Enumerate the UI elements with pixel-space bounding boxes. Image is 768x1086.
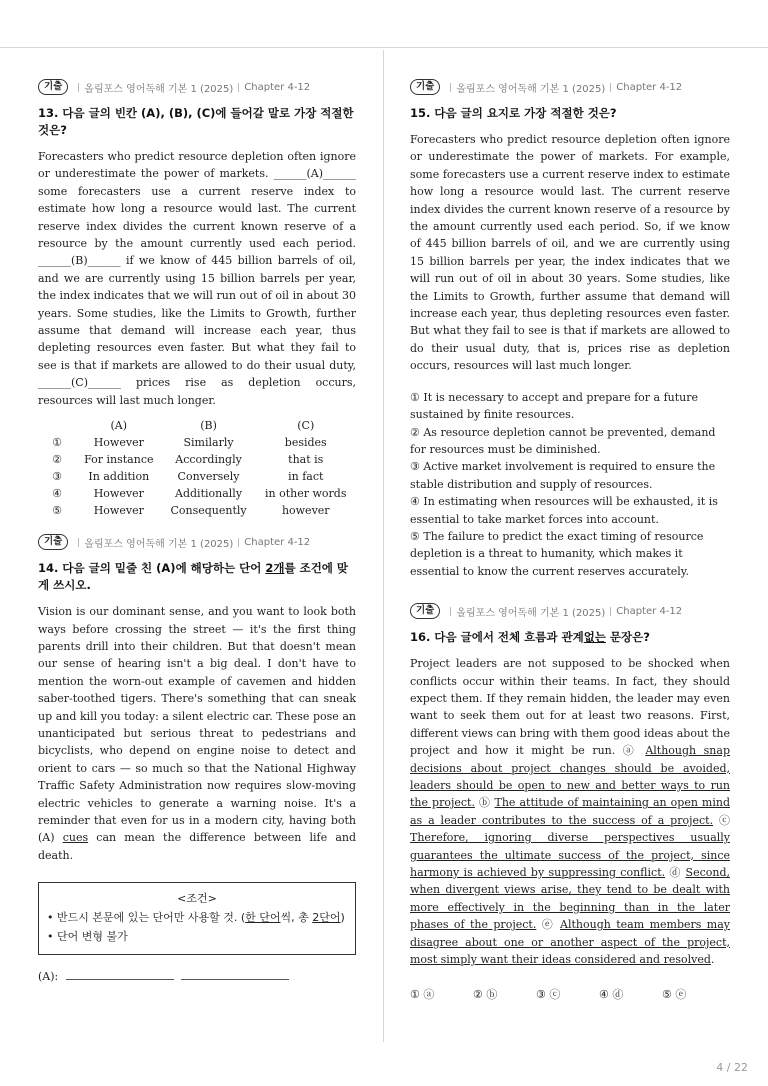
source-book: 올림포스 영어독해 기본 1 (2025) xyxy=(84,83,234,95)
source-line xyxy=(38,78,356,96)
sentence-c: Therefore, ignoring diverse perspectives usually guarantees the ultimate success of the project, since harmony is achieved by suppressing conflict. xyxy=(410,831,730,880)
sentence-d: Second, when divergent views arise, they tend to be dealt with more effectively in the beginning than in the later phases of the project. xyxy=(410,866,730,932)
marker-e: ⓔ xyxy=(541,918,555,932)
answer-option-1[interactable]: ① ⓐ xyxy=(410,988,435,1002)
source-tag: 기출 xyxy=(38,534,68,550)
separator xyxy=(78,83,79,92)
sentence-b: The attitude of maintaining an open mind as a leader contributes to the success of a project. xyxy=(410,796,730,827)
separator xyxy=(610,607,611,616)
marker-c: ⓒ xyxy=(719,813,730,827)
condition-title: <조건> xyxy=(177,892,217,906)
passage: Vision is our dominant sense, and you want to look both ways before crossing the street — it's the first thing parents drill into their children. But that doesn't mean our sense of hearing isn't a big deal. I don't have to mention the worn-out example of cavemen and hidden saber-toothed tigers. There's something that can sneak up and kill you today: a silent electric car. These pose an unanticipated but serious threat to pedestrians and bicyclists, who depend on engine noise to detect and orient to cars — so much so that the National Highway Traffic Safety Administration now requires slow-moving electric vehicles to generate a warning noise. It's a reminder that even for us in a modern city, having both (A) cues can mean the difference between life and death. xyxy=(38,605,357,862)
condition-line-1: • 반드시 본문에 있는 단어만 사용할 것. (한 단어씩, 총 2단어) xyxy=(47,911,345,925)
source-line xyxy=(410,602,730,620)
source-book: 올림포스 영어독해 기본 1 (2025) xyxy=(84,538,234,550)
answer-area xyxy=(38,969,356,983)
source-chapter: Chapter 4-12 xyxy=(244,81,311,93)
option-2[interactable]: ② As resource depletion cannot be prevented, demand for resources must be diminished. xyxy=(410,425,716,456)
option-5[interactable]: ⑤ The failure to predict the exact timing of resource depletion is a threat to humanity, which makes it essential to know the current reserves accurately. xyxy=(410,529,704,578)
answer-blank-1[interactable] xyxy=(66,969,174,980)
question-title: 14. 다음 글의 밑줄 친 (A)에 해당하는 단어 2개를 조건에 맞게 쓰시오. xyxy=(38,561,349,593)
option-4[interactable]: ④ In estimating when resources will be exhausted, it is essential to take market forces into account. xyxy=(410,495,718,526)
marker-a: ⓐ xyxy=(622,744,638,758)
header-c: (C) xyxy=(297,419,315,433)
answer-option-4[interactable]: ④ ⓓ xyxy=(599,988,624,1002)
separator xyxy=(450,607,451,616)
source-chapter: Chapter 4-12 xyxy=(244,536,311,548)
answer-option-2[interactable]: ② ⓑ xyxy=(473,988,498,1002)
answer-label: (A): xyxy=(38,970,59,984)
choice-row[interactable]: ③ In addition Conversely in fact xyxy=(52,470,324,484)
condition-line-2: • 단어 변형 불가 xyxy=(47,930,128,944)
option-3[interactable]: ③ Active market involvement is required to ensure the stable distribution and supply of resources. xyxy=(410,460,716,491)
question-title: 15. 다음 글의 요지로 가장 적절한 것은? xyxy=(410,106,617,120)
passage: Forecasters who predict resource depletion often ignore or underestimate the power of markets. For example, some forecasters use a current reserve index to estimate how long a resource would last. The current reserve index divides the current known reserve of a resource by the amount currently used each period. So, if we know of 445 billion barrels of oil, and we are currently using 15 billion barrels per year, the index indicates that we will run out of oil in about 30 years. Some studies, like the Limits to Growth, further assume that demand will increase each year, thus depleting resources even faster. But what they fail to see is that if markets are allowed to do their usual duty, that is, prices rise as depletion occurs, resources will last much longer. xyxy=(410,133,730,373)
separator xyxy=(78,538,79,547)
answer-options xyxy=(410,986,730,1002)
source-chapter: Chapter 4-12 xyxy=(616,81,683,93)
source-tag: 기출 xyxy=(410,79,440,95)
separator xyxy=(450,83,451,92)
source-line xyxy=(410,78,730,96)
marker-b: ⓑ xyxy=(478,796,491,810)
choice-header xyxy=(38,417,356,434)
sentence-a: Although snap decisions about project changes should be avoided, leaders should be open to new and better ways to run the project. xyxy=(410,744,730,810)
marker-d: ⓓ xyxy=(669,866,682,880)
choice-row[interactable]: ⑤ However Consequently however xyxy=(52,504,330,518)
source-chapter: Chapter 4-12 xyxy=(616,605,683,617)
answer-option-5[interactable]: ⑤ ⓔ xyxy=(662,988,687,1002)
option-list xyxy=(410,389,730,580)
header-b: (B) xyxy=(200,419,217,433)
separator xyxy=(238,538,239,547)
left-column xyxy=(38,78,356,997)
header-a: (A) xyxy=(110,419,128,433)
separator xyxy=(610,83,611,92)
header-rule xyxy=(0,47,768,48)
condition-box xyxy=(38,882,356,955)
choice-row[interactable]: ④ However Additionally in other words xyxy=(52,487,347,501)
question-15 xyxy=(410,78,730,580)
source-tag: 기출 xyxy=(410,603,440,619)
passage: Project leaders are not supposed to be shocked when conflicts occur within their teams. In fact, they should expect them. If they remain hidden, the leader may even want to seek them out for at least two reasons. First, different views can bring with them good ideas about the project and how it might be run. ⓐ Although snap decisions about project changes should be avoided, leaders should be open to new and better ways to run the project. ⓑ The attitude of maintaining an open mind as a leader contributes to the success of a project. ⓒ Therefore, ignoring diverse perspectives usually guarantees the ultimate success of the project, since harmony is achieved by suppressing conflict. ⓓ Second, when divergent views arise, they tend to be dealt with more effectively in the beginning than in the later phases of the project. ⓔ Although team members may disagree about one or another aspect of the project, most simply want their ideas considered and resolved. xyxy=(410,657,730,967)
option-1[interactable]: ① It is necessary to accept and prepare for a future sustained by finite resources. xyxy=(410,390,699,422)
answer-blank-2[interactable] xyxy=(181,969,289,980)
question-14 xyxy=(38,533,356,983)
answer-option-3[interactable]: ③ ⓒ xyxy=(536,988,561,1002)
question-title: 13. 다음 글의 빈칸 (A), (B), (C)에 들어갈 말로 가장 적절한 것은? xyxy=(38,106,354,137)
question-13 xyxy=(38,78,356,519)
right-column xyxy=(410,78,730,1016)
choice-row[interactable]: ② For instance Accordingly that is xyxy=(52,453,324,467)
question-title: 16. 다음 글에서 전체 흐름과 관계없는 문장은? xyxy=(410,630,650,645)
source-book: 올림포스 영어독해 기본 1 (2025) xyxy=(456,607,606,619)
choice-row[interactable]: ① However Similarly besides xyxy=(52,436,327,450)
sentence-e: Although team members may disagree about one or another aspect of the project, most simply want their ideas considered and resolved xyxy=(410,918,730,967)
passage: Forecasters who predict resource depletion often ignore or underestimate the power of markets. ______(A)______ some forecasters use a current reserve index to estimate how long a resource would last. The current reserve index divides the current known reserve of a resource by the amount currently used each period. ______(B)______ if we know of 445 billion barrels of oil, and we are currently using 15 billion barrels per year, the index indicates that we will run out of oil in about 30 years. Some studies, like the Limits to Growth, further assume that demand will increase each year, thus depleting resources even faster. But what they fail to see is that if markets are allowed to do their usual duty, ______(C)______ prices rise as depletion occurs, resources will last much longer. xyxy=(38,150,356,407)
column-divider xyxy=(383,50,384,1042)
separator xyxy=(238,83,239,92)
source-book: 올림포스 영어독해 기본 1 (2025) xyxy=(456,83,606,95)
source-tag: 기출 xyxy=(38,79,68,95)
choice-table xyxy=(38,417,356,519)
source-line xyxy=(38,533,356,551)
underlined-cues: cues xyxy=(62,831,89,845)
page-number: 4 / 22 xyxy=(716,1061,748,1074)
question-16 xyxy=(410,602,730,1002)
